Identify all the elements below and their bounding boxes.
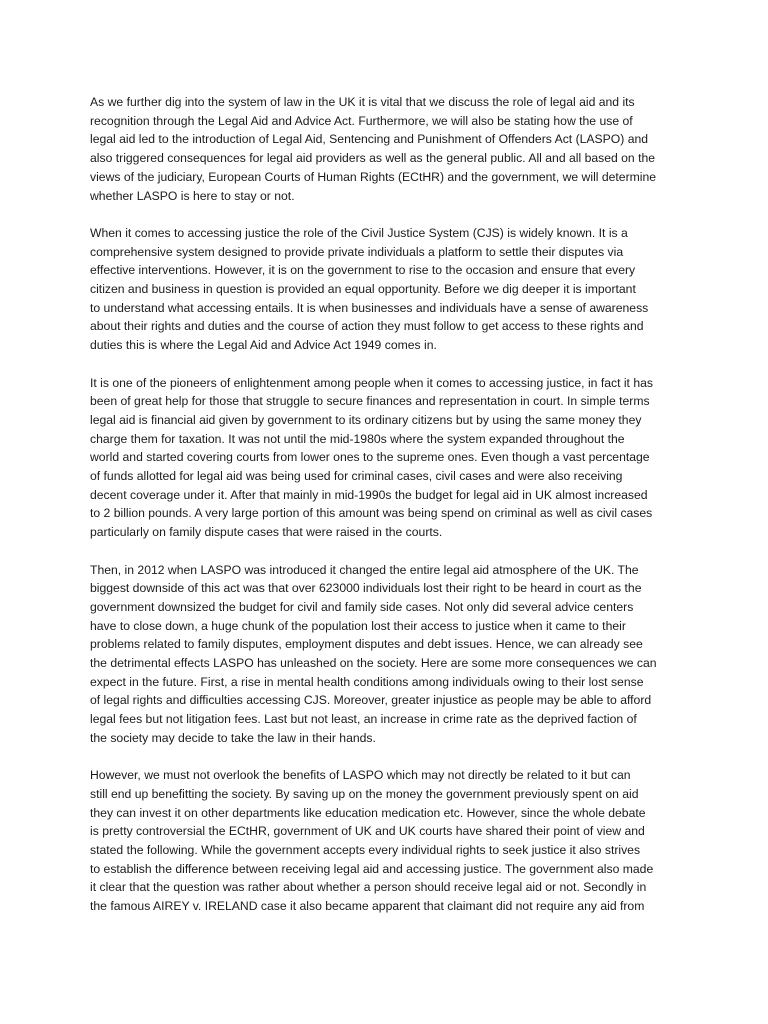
text-line: to understand what accessing entails. It is when businesses and individuals have a sense of awareness xyxy=(90,300,649,315)
text-line: citizen and business in question is provided an equal opportunity. Before we dig deeper it is important xyxy=(90,282,636,297)
text-line: still end up benefitting the society. By saving up on the money the government previously spent on aid xyxy=(90,786,639,801)
text-line: Then, in 2012 when LASPO was introduced it changed the entire legal aid atmosphere of the UK. The xyxy=(90,562,639,577)
paragraph-2 xyxy=(90,224,690,355)
text-line: legal fees but not litigation fees. Last but not least, an increase in crime rate as the deprived faction of xyxy=(90,712,637,727)
text-line: the famous AIREY v. IRELAND case it also became apparent that claimant did not require any aid from xyxy=(90,899,645,914)
text-line: the detrimental effects LASPO has unleashed on the society. Here are some more consequences we can xyxy=(90,656,657,671)
text-line: to establish the difference between receiving legal aid and accessing justice. The government also made xyxy=(90,861,654,876)
text-line: decent coverage under it. After that mainly in mid-1990s the budget for legal aid in UK almost increased xyxy=(90,487,648,502)
text-line: As we further dig into the system of law in the UK it is vital that we discuss the role of legal aid and its xyxy=(90,95,635,109)
text-line: comprehensive system designed to provide private individuals a platform to settle their disputes via xyxy=(90,244,624,259)
text-line: to 2 billion pounds. A very large portion of this amount was being spend on criminal as well as civil cases xyxy=(90,506,653,521)
text-line: of funds allotted for legal aid was being used for criminal cases, civil cases and were also receiving xyxy=(90,469,623,484)
text-line: about their rights and duties and the course of action they must follow to get access to these rights and xyxy=(90,319,644,334)
text-line: biggest downside of this act was that over 623000 individuals lost their right to be heard in court as the xyxy=(90,581,642,596)
text-line: the society may decide to take the law in their hands. xyxy=(90,730,376,745)
text-line: expect in the future. First, a rise in mental health conditions among individuals owing to their lost sense xyxy=(90,674,644,689)
paragraph-4 xyxy=(90,561,690,748)
text-line: of legal rights and difficulties accessing CJS. Moreover, greater injustice as people may be able to afford xyxy=(90,693,652,708)
text-line: stated the following. While the government accepts every individual rights to seek justice it also strives xyxy=(90,843,641,858)
text-line: whether LASPO is here to stay or not. xyxy=(90,188,295,203)
text-line: been of great help for those that struggle to secure finances and representation in court. In simple terms xyxy=(90,394,650,409)
text-line: have to close down, a huge chunk of the population lost their access to justice when it came to their xyxy=(90,618,626,633)
paragraph-3 xyxy=(90,374,690,542)
text-line: charge them for taxation. It was not until the mid-1980s where the system expanded throughout the xyxy=(90,431,625,446)
text-line: they can invest it on other departments like education medication etc. However, since the whole debate xyxy=(90,805,646,820)
text-line: legal aid led to the introduction of Legal Aid, Sentencing and Punishment of Offenders Act (LASPO) and xyxy=(90,132,649,147)
text-line: When it comes to accessing justice the role of the Civil Justice System (CJS) is widely known. It is a xyxy=(90,225,628,240)
paragraph-5 xyxy=(90,766,690,916)
text-line: However, we must not overlook the benefits of LASPO which may not directly be related to it but can xyxy=(90,768,631,783)
text-line: it clear that the question was rather about whether a person should receive legal aid or not. Secondly in xyxy=(90,880,647,895)
text-line: duties this is where the Legal Aid and Advice Act 1949 comes in. xyxy=(90,338,437,353)
text-line: also triggered consequences for legal aid providers as well as the general public. All and all based on the xyxy=(90,151,656,166)
text-line: effective interventions. However, it is on the government to rise to the occasion and ensure that every xyxy=(90,263,636,278)
text-line: problems related to family disputes, employment disputes and debt issues. Hence, we can already see xyxy=(90,637,643,652)
text-line: is pretty controversial the ECtHR, government of UK and UK courts have shared their point of view and xyxy=(90,824,645,839)
text-line: recognition through the Legal Aid and Advice Act. Furthermore, we will also be stating how the use of xyxy=(90,113,633,128)
paragraph-1 xyxy=(90,93,690,205)
text-line: It is one of the pioneers of enlightenment among people when it comes to accessing justice, in fact it has xyxy=(90,375,653,390)
text-line: legal aid is financial aid given by government to its ordinary citizens but by using the same money they xyxy=(90,412,642,427)
text-line: views of the judiciary, European Courts of Human Rights (ECtHR) and the government, we will determine xyxy=(90,169,657,184)
document-body xyxy=(90,93,690,935)
text-line: particularly on family dispute cases that were raised in the courts. xyxy=(90,525,443,540)
text-line: government downsized the budget for civil and family side cases. Not only did several advice centers xyxy=(90,599,634,614)
text-line: world and started covering courts from lower ones to the supreme ones. Even though a vast percentage xyxy=(90,450,650,465)
